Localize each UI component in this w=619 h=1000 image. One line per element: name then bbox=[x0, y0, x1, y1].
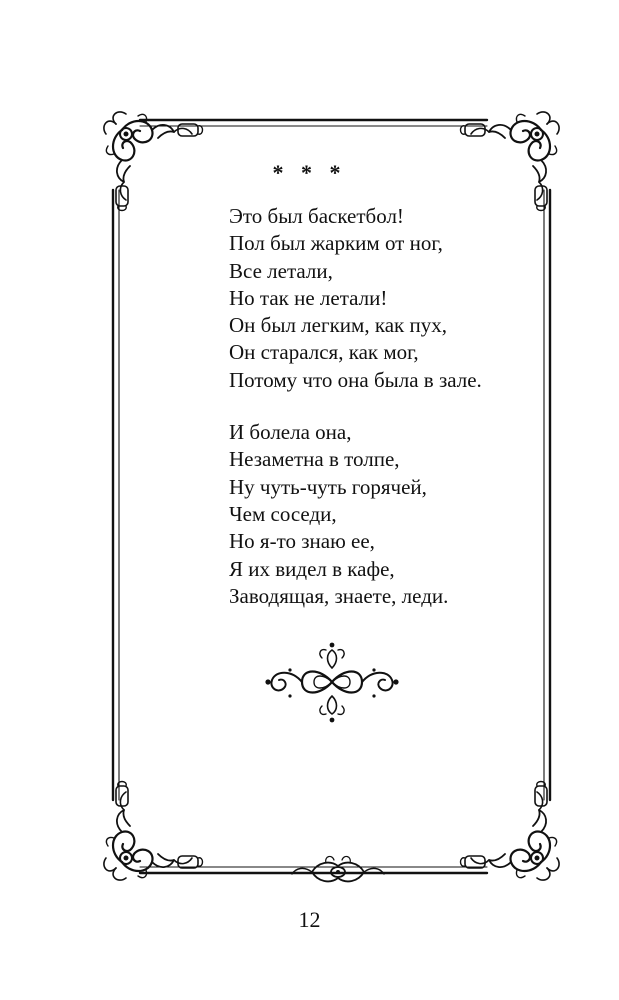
poem-line: Это был баскетбол! bbox=[229, 204, 404, 228]
poem-line: Он был легким, как пух, bbox=[229, 313, 447, 338]
section-separator: * * * bbox=[272, 160, 347, 185]
poem-line: Он старался, как мог, bbox=[229, 340, 419, 365]
poem-line: Чем соседи, bbox=[229, 501, 337, 526]
poem-line: Но я-то знаю ее, bbox=[229, 529, 375, 554]
poem-line: Но так не летали! bbox=[229, 285, 388, 310]
poem-line: Потому что она была в зале. bbox=[229, 367, 482, 392]
poem-line: Незаметна в толпе, bbox=[229, 447, 400, 472]
bottom-center-ornament bbox=[292, 856, 384, 881]
stanza-1 bbox=[229, 203, 482, 394]
poem-line: Я их видел в кафе, bbox=[229, 556, 395, 581]
poem-text bbox=[229, 203, 482, 635]
page-number: 12 bbox=[298, 907, 321, 932]
poem-line: Ну чуть-чуть горячей, bbox=[229, 474, 427, 499]
poem-line: Все летали, bbox=[229, 258, 333, 283]
poem-line: И болела она, bbox=[229, 420, 352, 445]
poem-line: Заводящая, знаете, леди. bbox=[229, 583, 449, 608]
flourish-divider-icon bbox=[262, 640, 402, 725]
stanza-2 bbox=[229, 419, 482, 610]
poem-line: Пол был жарким от ног, bbox=[229, 231, 443, 256]
